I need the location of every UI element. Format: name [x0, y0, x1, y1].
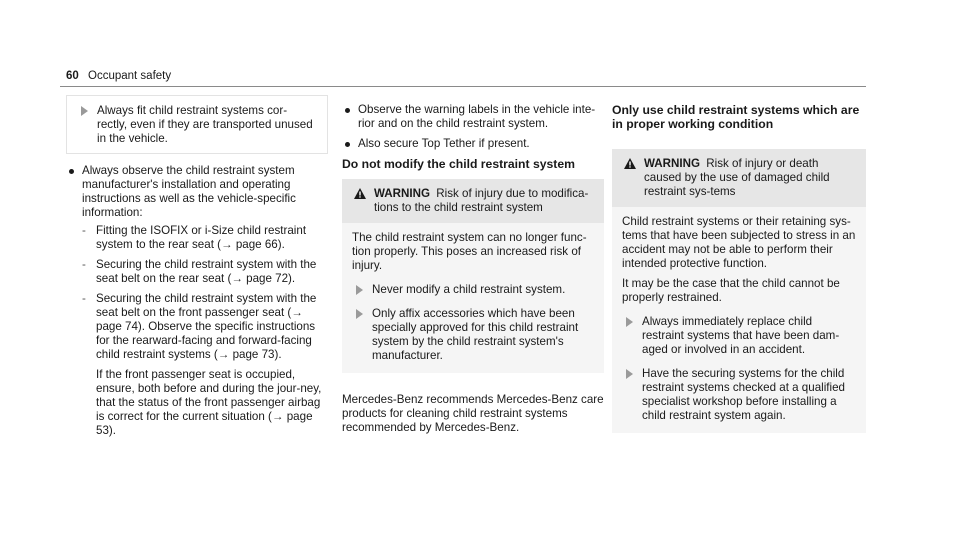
arrow-right-icon: [356, 309, 363, 319]
hint-item: [622, 367, 856, 423]
column-right: [612, 95, 866, 433]
sub-text: Securing the child restraint system with the seat belt on the front passenger seat (→ page 74). Observe the specific instructions for the rearward-facing and forward-facing child restraint systems (→ page 73).: [96, 292, 317, 361]
warning-header: [612, 149, 866, 207]
sub-text: Fitting the ISOFIX or i-Size child restraint system to the rear seat (→ page 66).: [96, 224, 307, 251]
list-item: [342, 103, 604, 131]
dash-icon: -: [82, 258, 86, 271]
bullet-icon: [345, 142, 350, 147]
warning-text: The child restraint system can no longer func-tion properly. This poses an increased risk of injury.: [352, 231, 587, 272]
column-left: [66, 95, 328, 444]
header-divider: [60, 86, 866, 87]
bullet-icon: [345, 108, 350, 113]
hint-text: Only affix accessories which have been specially approved for this child restraint system by the child restraint system's manufacturer.: [372, 307, 579, 362]
arrow-right-icon: [356, 285, 363, 295]
column-middle: [342, 95, 604, 435]
warning-title: Risk of injury due to modifica-tions to the child restraint system: [374, 187, 589, 214]
airbag-note: If the front passenger seat is occupied, ensure, both before and during the jour-ney, that the status of the front passenger airbag is correct for the current situation (→ page 53).: [96, 368, 322, 437]
arrow-right-icon: [626, 317, 633, 327]
warning-body: [612, 207, 866, 433]
hint-item: [352, 283, 594, 297]
sub-text: Securing the child restraint system with the seat belt on the rear seat (→ page 72).: [96, 258, 317, 285]
hint-text: Never modify a child restraint system.: [372, 283, 566, 296]
sub-item: [82, 258, 328, 286]
sub-item: [82, 292, 328, 362]
warning-label: WARNING: [374, 187, 431, 200]
warning-text: Child restraint systems or their retaining sys-tems that have been subjected to stress in an accident may not be able to perform their intended protective function.: [622, 215, 856, 270]
section-heading: Only use child restraint systems which are in proper working condition: [612, 103, 860, 131]
sub-list: [82, 224, 328, 362]
tip-text: Always fit child restraint systems cor-rectly, even if they are transported unused in the vehicle.: [97, 104, 313, 145]
sub-item: [82, 224, 328, 252]
bullet-list: [342, 103, 604, 151]
list-item: [342, 137, 604, 151]
page-header: [66, 69, 171, 83]
bullet-text: Observe the warning labels in the vehicle inte-rior and on the child restraint system.: [358, 103, 596, 130]
tip-item: [77, 104, 317, 146]
warning-box: [612, 149, 866, 433]
warning-triangle-icon: [354, 188, 366, 199]
care-paragraph: Mercedes-Benz recommends Mercedes-Benz care products for cleaning child restraint systems recommended by Mercedes-Benz.: [342, 393, 604, 434]
warning-header: [342, 179, 604, 223]
page-number: 60: [66, 70, 79, 82]
hint-item: [352, 307, 594, 363]
warning-box: [342, 179, 604, 373]
arrow-right-icon: [81, 106, 88, 116]
dash-icon: -: [82, 292, 86, 305]
warning-text: It may be the case that the child cannot be properly restrained.: [622, 277, 840, 304]
warning-label: WARNING: [644, 157, 701, 170]
warning-triangle-icon: [624, 158, 636, 169]
warning-body: [342, 223, 604, 373]
list-item: [66, 164, 328, 438]
hint-text: Have the securing systems for the child restraint systems checked at a qualified specialist workshop before installing a child restraint system again.: [642, 367, 845, 422]
instruction-list: [66, 164, 328, 438]
hint-item: [622, 315, 856, 357]
section-heading: Do not modify the child restraint system: [342, 157, 575, 171]
hint-text: Always immediately replace child restraint systems that have been dam-aged or involved in an accident.: [642, 315, 840, 356]
bullet-text: Also secure Top Tether if present.: [358, 137, 530, 150]
tip-box: [66, 95, 328, 154]
dash-icon: -: [82, 224, 86, 237]
arrow-right-icon: [626, 369, 633, 379]
warning-title: Risk of injury or death caused by the use of damaged child restraint sys-tems: [644, 157, 830, 198]
bullet-text: Always observe the child restraint system manufacturer's installation and operating instructions as well as the vehicle-specific information:: [82, 164, 296, 219]
section-title: Occupant safety: [88, 70, 172, 82]
bullet-icon: [69, 169, 74, 174]
